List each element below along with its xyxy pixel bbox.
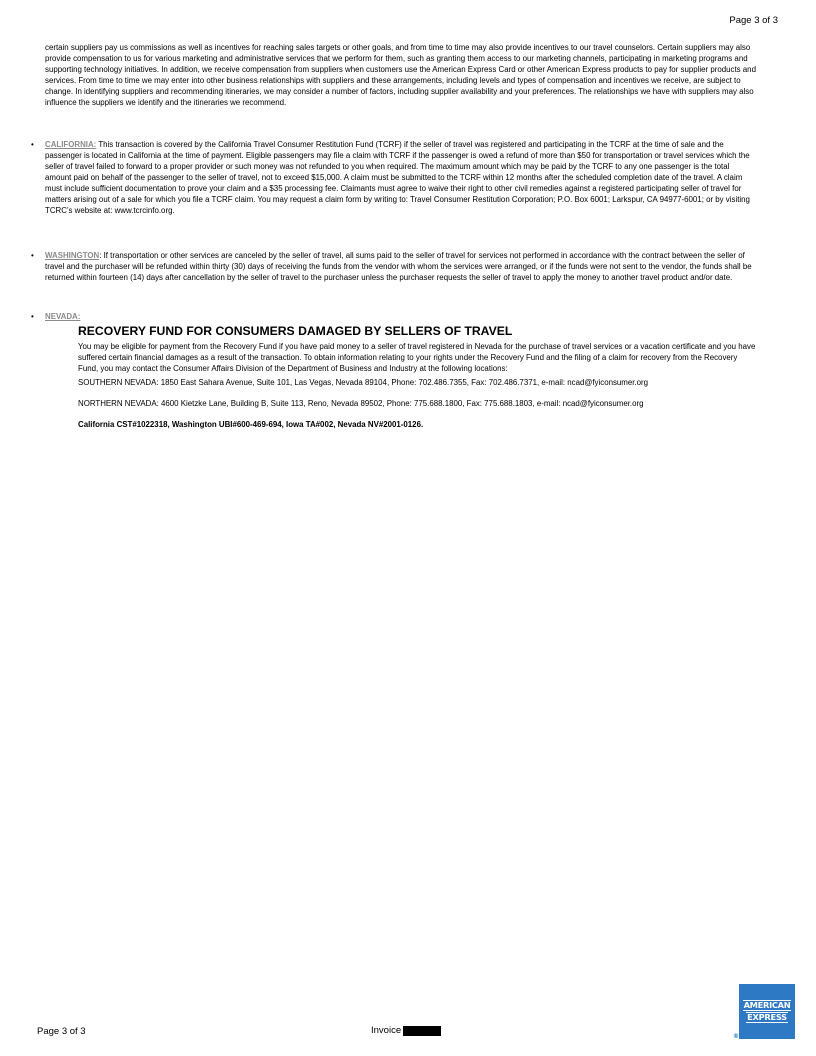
nevada-section bbox=[78, 324, 758, 430]
california-heading[interactable]: CALIFORNIA: bbox=[45, 140, 97, 149]
page-number-footer: Page 3 of 3 bbox=[37, 1026, 86, 1037]
washington-text: : If transportation or other services are canceled by the seller of travel, all sums paid to the seller of travel for services not performed in accordance with the contract between the seller of travel and the purchaser will be refunded within thirty (30) days of receiving the funds from the vendor with whom the services were arranged, or if the funds were not sent to the vendor, the funds shall be returned within fourteen (14) days after cancellation by the seller of travel to the purchaser unless the purchaser requests the seller of travel to apply the money to another travel product and/or date. bbox=[45, 251, 752, 282]
logo-line-2: EXPRESS bbox=[747, 1012, 787, 1022]
southern-nevada-contact: SOUTHERN NEVADA: 1850 East Sahara Avenue, Suite 101, Las Vegas, Nevada 89104, Phone: 702.486.7355, Fax: 702.486.7371, e-mail: ncad@fyiconsumer.org bbox=[78, 378, 649, 387]
intro-paragraph: certain suppliers pay us commissions as well as incentives for reaching sales targets or other goals, and from time to time may also provide incentives to our travel counselors. Certain suppliers may also provide compensation to us for various marketing and administrative services that we perform for them, such as granting them access to our marketing channels, participating in marketing programs and supporting technology initiatives. In addition, we receive compensation from suppliers when customers use the American Express Card or other American Express products to pay for supplier products and services. From time to time we may enter into other business relationships with suppliers and these arrangements, including levels and types of compensation and incentives we receive, are subject to change. In identifying suppliers and recommending itineraries, we may consider a number of factors, including supplier availability and your preferences. The relationships we have with suppliers may also influence the suppliers we identify and the itineraries we recommend. bbox=[45, 43, 756, 107]
northern-nevada-contact: NORTHERN NEVADA: 4600 Kietzke Lane, Building B, Suite 113, Reno, Nevada 89502, Phone: 775.688.1800, Fax: 775.688.1803, e-mail: ncad@fyiconsumer.org bbox=[78, 399, 644, 408]
washington-section bbox=[45, 250, 757, 283]
license-numbers: California CST#1022318, Washington UBI#600-469-694, Iowa TA#002, Nevada NV#2001-0126. bbox=[78, 420, 424, 429]
page-number-top: Page 3 of 3 bbox=[729, 15, 778, 26]
california-section bbox=[45, 139, 757, 216]
american-express-logo bbox=[733, 984, 795, 1040]
registered-mark: ® bbox=[733, 1032, 739, 1040]
recovery-fund-body: You may be eligible for payment from the Recovery Fund if you have paid money to a seller of travel registered in Nevada for the purchase of travel services or a vacation certificate and you have suffered certain financial damages as a result of the transaction. To obtain information relating to your rights under the Recovery Fund and the filing of a claim for recovery from the Recovery Fund, you may contact the Consumer Affairs Division of the Department of Business and Industry at the following locations: bbox=[78, 342, 756, 373]
invoice-label: Invoice bbox=[371, 1025, 402, 1036]
bullet-washington: • bbox=[31, 251, 34, 260]
bullet-nevada: • bbox=[31, 312, 34, 321]
invoice-footer bbox=[371, 1025, 441, 1036]
nevada-heading-row bbox=[45, 311, 757, 322]
recovery-fund-title: RECOVERY FUND FOR CONSUMERS DAMAGED BY SELLERS OF TRAVEL bbox=[78, 324, 513, 338]
logo-line-1: AMERICAN bbox=[743, 1000, 791, 1010]
nevada-heading[interactable]: NEVADA: bbox=[45, 312, 81, 321]
washington-heading[interactable]: WASHINGTON bbox=[45, 251, 100, 260]
california-text: This transaction is covered by the California Travel Consumer Restitution Fund (TCRF) if the seller of travel was registered and participating in the TCRF at the time of sale and the passenger is located in California at the time of payment. Eligible passengers may file a claim with TCRF if the passenger is owed a refund of more than $50 for transportation or travel services which the seller of travel failed to forward to a proper provider or such money was not refunded to you when required. The maximum amount which may be paid by the TCRF to any one passenger is the total amount paid on behalf of the passenger to the seller of travel, not to exceed $15,000. A claim must be submitted to the TCRF within 12 months after the scheduled completion date of the travel. A claim must include sufficient documentation to prove your claim and a $35 processing fee. Claimants must agree to waive their right to other civil remedies against a registered participating seller of travel for matters arising out of a sale for which you file a TCRF claim. You may request a claim form by writing to: Travel Consumer Restitution Corporation; P.O. Box 6001; Larkspur, CA 94977-6001; or by visiting TCRC’s website at: www.tcrcinfo.org. bbox=[45, 140, 750, 215]
bullet-california: • bbox=[31, 140, 34, 149]
redacted-invoice-number bbox=[403, 1026, 441, 1036]
